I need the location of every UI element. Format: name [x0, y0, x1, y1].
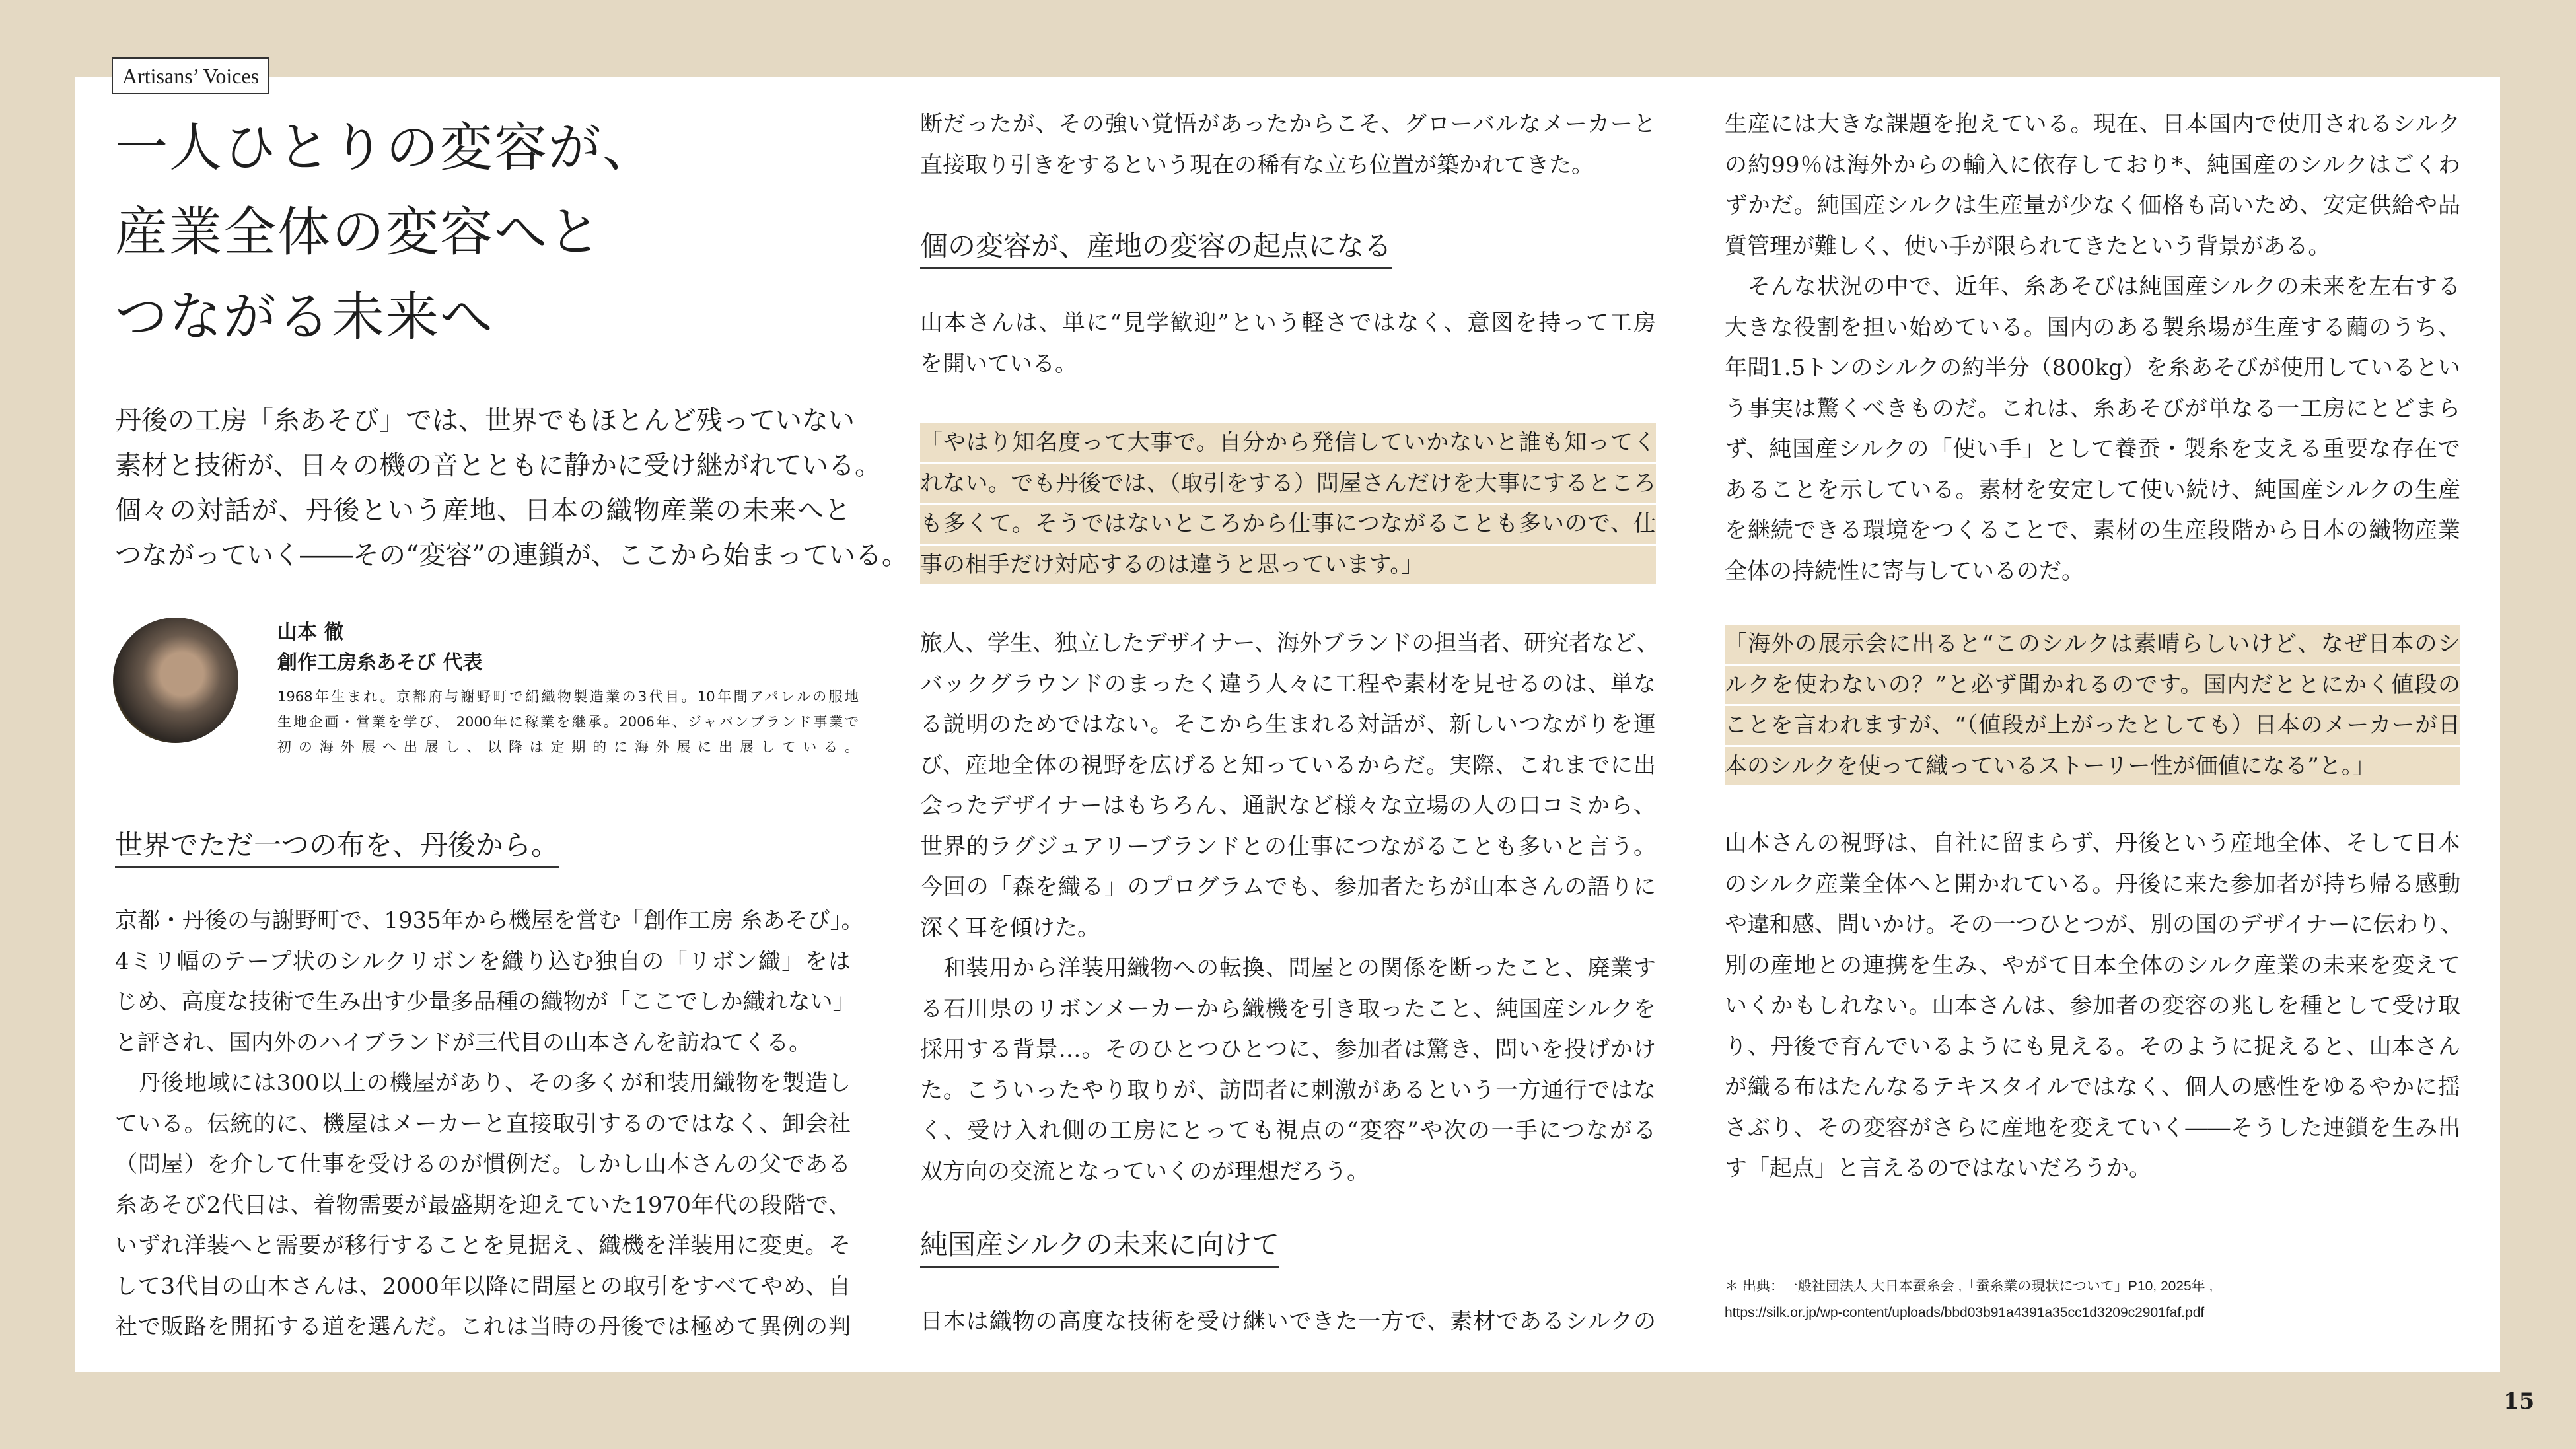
- section-heading: 個の変容が、産地の変容の起点になる: [920, 228, 1392, 269]
- body-text: [920, 104, 1656, 186]
- text-line: を継続できる環境をつくることで、素材の生産段階から日本の織物産業: [1725, 517, 2460, 544]
- text-line: 会ったデザイナーはもちろん、通訳など様々な立場の人の口コミから、: [920, 793, 1656, 819]
- body-text: [1725, 104, 2460, 592]
- title-line: 産業全体の変容へと: [115, 201, 602, 263]
- text-line: 採用する背景…。そのひとつひとつに、参加者は驚き、問いを投げかけ: [920, 1036, 1656, 1063]
- text-line: のシルク産業全体へと開かれている。丹後に来た参加者が持ち帰る感動: [1725, 870, 2460, 898]
- body-text: [920, 1302, 1656, 1343]
- title-line: 一人ひとりの変容が、: [115, 117, 657, 178]
- text-line: 個々の対話が、丹後という産地、日本の織物産業の未来へと: [115, 495, 851, 526]
- text-line: る説明のためではない。そこから生まれる対話が、新しいつながりを運: [920, 711, 1656, 738]
- text-line: が織る布はたんなるテキスタイルではなく、個人の感性をゆるやかに揺: [1725, 1074, 2460, 1100]
- text-line: や違和感、問いかけ。その一つひとつが、別の国のデザイナーに伝わり、: [1725, 911, 2463, 938]
- text-line: バックグラウンドのまったく違う人々に工程や素材を見せるのは、単な: [920, 670, 1656, 697]
- text-line: 質管理が難しく、使い手が限られてきたという背景がある。: [1725, 232, 2331, 260]
- text-line: 生産には大きな課題を抱えている。現在、日本国内で使用されるシルク: [1725, 111, 2460, 137]
- text-line: 丹後の工房「糸あそび」では、世界でもほとんど残っていない: [115, 406, 855, 436]
- footnote: [1725, 1273, 2213, 1326]
- text-line: 「やはり知名度って大事で。自分から発信していかないと誰も知ってく: [920, 423, 1656, 462]
- text-line: 生地企画・営業を学び、 2000年に稼業を継承。2006年、ジャパンブランド事業で: [277, 714, 859, 730]
- text-line: ず、純国産シルクの「使い手」として養蚕・製糸を支える重要な存在で: [1725, 436, 2460, 462]
- body-text: [115, 901, 864, 1348]
- text-line: 大きな役割を担い始めている。国内のある製糸場が生産する繭のうち、: [1725, 314, 2460, 341]
- text-line: 断だったが、その強い覚悟があったからこそ、グローバルなメーカーと: [920, 111, 1656, 137]
- text-line: 和装用から洋装用織物への転換、問屋との関係を断ったこと、廃業す: [920, 955, 1656, 981]
- body-text: [920, 623, 1659, 1192]
- text-line: 4ミリ幅のテープ状のシルクリボンを織り込む独自の「リボン織」をは: [115, 948, 851, 975]
- text-line: 事の相手だけ対応するのは違うと思っています。」: [920, 546, 1656, 584]
- section-heading: 純国産シルクの未来に向けて: [920, 1226, 1279, 1268]
- text-line: （問屋）を介して仕事を受けるのが慣例だ。しかし山本さんの父である: [115, 1151, 851, 1178]
- text-line: 社で販路を開拓する道を選んだ。これは当時の丹後では極めて異例の判: [115, 1314, 851, 1340]
- body-text: [1725, 824, 2463, 1189]
- article-title: [115, 106, 657, 359]
- text-line: も多くて。そうではないところから仕事につながることも多いので、仕: [920, 505, 1656, 544]
- text-line: 丹後地域には300以上の機屋があり、その多くが和装用織物を製造し: [115, 1070, 851, 1096]
- text-line: して3代目の山本さんは、2000年以降に問屋との取引をすべてやめ、自: [115, 1273, 851, 1300]
- highlighted-quote: [920, 423, 1656, 586]
- text-line: 初の海外展へ出展し、以降は定期的に海外展に出展している。: [277, 739, 859, 755]
- text-line: 年間1.5トンのシルクの約半分（800kg）を糸あそびが使用しているとい: [1725, 355, 2460, 381]
- text-line: 直接取り引きをするという現在の稀有な立ち位置が築かれてきた。: [920, 151, 1594, 178]
- text-line: そんな状況の中で、近年、糸あそびは純国産シルクの未来を左右する: [1725, 273, 2460, 300]
- body-text: [920, 303, 1656, 384]
- text-line: 「海外の展示会に出ると“このシルクは素晴らしいけど、なぜ日本のシ: [1725, 625, 2460, 664]
- text-line: 今回の「森を織る」のプログラムでも、参加者たちが山本さんの語りに: [920, 874, 1656, 900]
- text-line: 1968年生まれ。京都府与謝野町で絹織物製造業の3代目。10年間アパレルの服地: [277, 689, 859, 705]
- text-line: く、受け入れ側の工房にとっても視点の“変容”や次の一手につながる: [920, 1117, 1656, 1144]
- text-line: 山本さんは、単に“見学歓迎”という軽さではなく、意図を持って工房: [920, 310, 1656, 336]
- section-tag: Artisans’ Voices: [112, 57, 269, 94]
- text-line: いくかもしれない。山本さんは、参加者の変容の兆しを種として受け取: [1725, 993, 2460, 1019]
- text-line: 旅人、学生、独立したデザイナー、海外ブランドの担当者、研究者など、: [920, 630, 1659, 656]
- text-line: ている。伝統的に、機屋はメーカーと直接取引するのではなく、卸会社: [115, 1110, 851, 1137]
- profile-bio: [277, 684, 859, 760]
- text-line: 糸あそび2代目は、着物需要が最盛期を迎えていた1970年代の段階で、: [115, 1191, 851, 1219]
- footnote-source: ＊ 出典：一般社団法人 大日本蚕糸会 ,「蚕糸業の現状について」P10, 2025年 ,: [1725, 1279, 2213, 1294]
- text-line: を開いている。: [920, 350, 1077, 377]
- page-number: 15: [2503, 1388, 2535, 1415]
- text-line: あることを示している。素材を安定して使い続け、純国産シルクの生産: [1725, 476, 2460, 503]
- text-line: つながっていく――その“変容”の連鎖が、ここから始まっている。: [115, 540, 908, 571]
- footnote-url[interactable]: https://silk.or.jp/wp-content/uploads/bbd03b91a4391a35cc1d3209c2901faf.pdf: [1725, 1305, 2205, 1320]
- text-line: れない。でも丹後では、（取引をする）問屋さんだけを大事にするところ: [920, 464, 1656, 503]
- text-line: 深く耳を傾けた。: [920, 914, 1100, 941]
- text-line: ことを言われますが、“（値段が上がったとしても）日本のメーカーが日: [1725, 706, 2460, 745]
- lead-paragraph: [115, 398, 908, 578]
- text-line: 本のシルクを使って織っているストーリー性が価値になる”と。」: [1725, 747, 2460, 786]
- text-line: 山本さんの視野は、自社に留まらず、丹後という産地全体、そして日本: [1725, 830, 2460, 857]
- profile-name: 山本 徹: [277, 621, 344, 644]
- text-line: の約99％は海外からの輸入に依存しており*、純国産のシルクはごくわ: [1725, 151, 2460, 178]
- profile-role: 創作工房糸あそび 代表: [277, 651, 483, 674]
- text-line: た。こういったやり取りが、訪問者に刺激があるという一方通行ではな: [920, 1077, 1656, 1104]
- text-line: 双方向の交流となっていくのが理想だろう。: [920, 1158, 1369, 1185]
- text-line: じめ、高度な技術で生み出す少量多品種の織物が「ここでしか織れない」: [115, 989, 855, 1015]
- text-line: いずれ洋装へと需要が移行することを見据え、織機を洋装用に変更。そ: [115, 1232, 851, 1259]
- text-line: る石川県のリボンメーカーから織機を引き取ったこと、純国産シルクを: [920, 995, 1656, 1022]
- text-line: ずかだ。純国産シルクは生産量が少なく価格も高いため、安定供給や品: [1725, 192, 2460, 219]
- text-line: び、産地全体の視野を広げると知っているからだ。実際、これまでに出: [920, 752, 1656, 779]
- text-line: 日本は織物の高度な技術を受け継いできた一方で、素材であるシルクの: [920, 1308, 1656, 1335]
- text-line: さぶり、その変容がさらに産地を変えていく――そうした連鎖を生み出: [1725, 1114, 2460, 1141]
- highlighted-quote: [1725, 625, 2460, 787]
- avatar: [113, 618, 238, 743]
- text-line: 全体の持続性に寄与しているのだ。: [1725, 557, 2084, 584]
- text-line: 素材と技術が、日々の機の音とともに静かに受け継がれている。: [115, 450, 881, 481]
- text-line: 別の産地との連携を生み、やがて日本全体のシルク産業の未来を変えて: [1725, 952, 2460, 979]
- text-line: ルクを使わないの？”と必ず聞かれるのです。国内だととにかく値段の: [1725, 666, 2460, 705]
- section-heading: 世界でただ一つの布を、丹後から。: [115, 827, 559, 868]
- title-line: つながる未来へ: [115, 286, 494, 347]
- text-line: 京都・丹後の与謝野町で、1935年から機屋を営む「創作工房 糸あそび」。: [115, 907, 864, 934]
- text-line: と評され、国内外のハイブランドが三代目の山本さんを訪ねてくる。: [115, 1029, 812, 1056]
- text-line: り、丹後で育んでいるようにも見える。そのように捉えると、山本さん: [1725, 1033, 2460, 1060]
- text-line: す「起点」と言えるのではないだろうか。: [1725, 1155, 2151, 1182]
- text-line: う事実は驚くべきものだ。これは、糸あそびが単なる一工房にとどまら: [1725, 395, 2460, 422]
- text-line: 世界的ラグジュアリーブランドとの仕事につながることも多いと言う。: [920, 833, 1656, 860]
